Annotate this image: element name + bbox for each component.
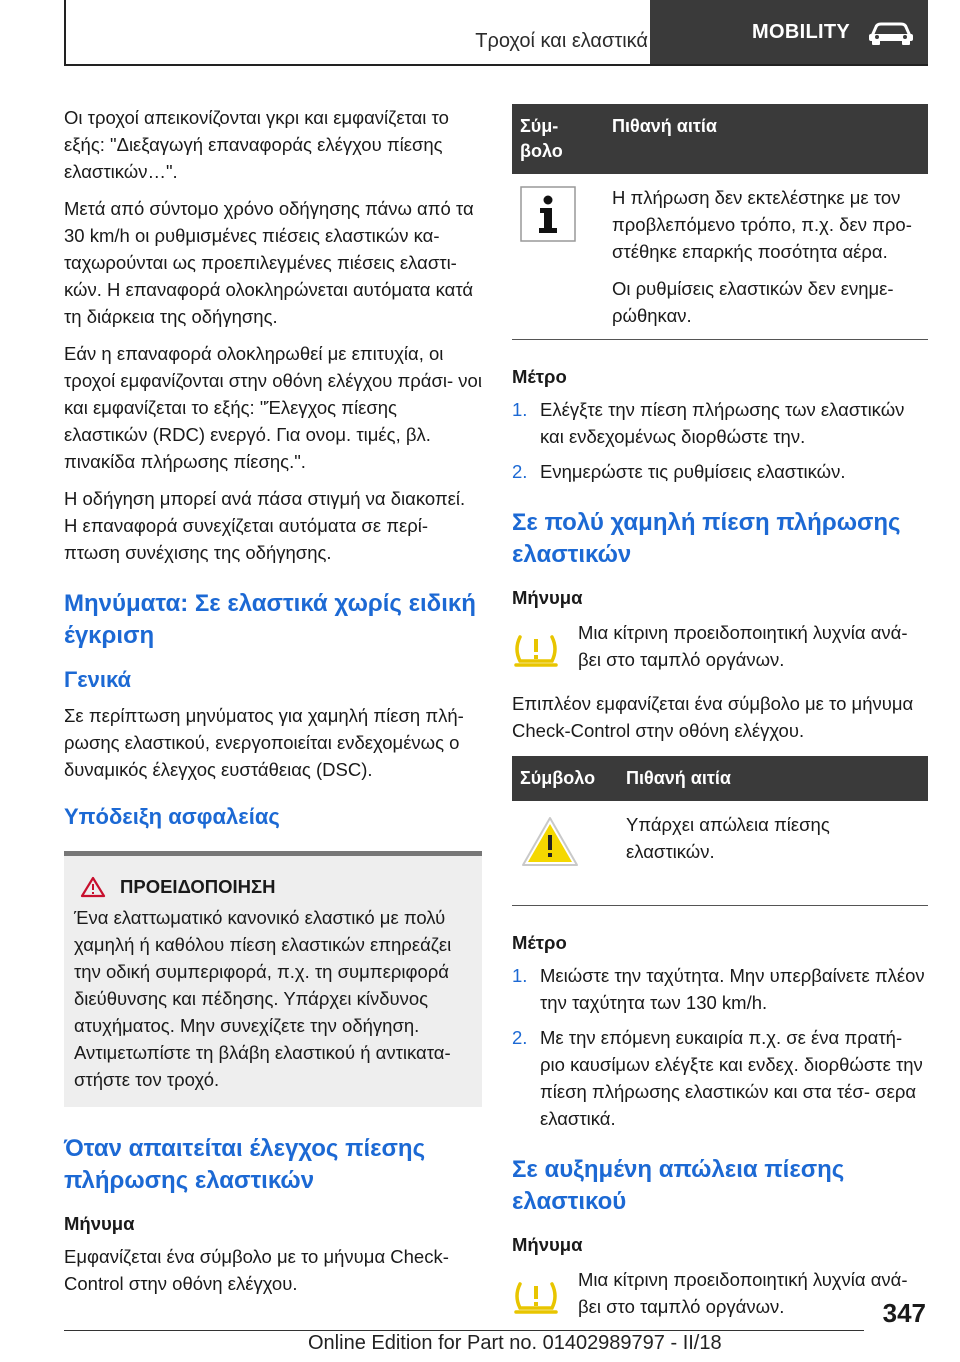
warning-triangle-icon	[520, 815, 580, 869]
paragraph: Μετά από σύντομο χρόνο οδήγησης πάνω από τα 30 km/h οι ρυθμισμένες πιέσεις ελαστικών κα‐ ταχωρούνται ως προεπιλεγμένες πιέσεις ελαστι‐ κών. Η επαναφορά ολοκληρώνεται αυτόματα κατά τη διάρκεια της οδήγησης.	[64, 198, 474, 327]
section-title: Τροχοί και ελαστικά	[475, 30, 648, 52]
paragraph: Επιπλέον εμφανίζεται ένα σύμβολο με το μήνυμα Check-Control στην οθόνη ελέγχου.	[512, 693, 914, 741]
list-item: 2. Με την επόμενη ευκαιρία π.χ. σε ένα πρατή‐ ριο καυσίμων ελέγξτε και ενδεχ. διορθώστε την πίεση πλήρωσης ελαστικών και στα τέσ‐ σερα ελαστικά.	[512, 1024, 928, 1132]
tire-pressure-warning-icon	[512, 631, 560, 671]
section-heading-increased: Σε αυξημένη απώλεια πίεσης ελαστικού	[512, 1156, 845, 1215]
right-column	[512, 104, 928, 1337]
table-header-row	[512, 756, 928, 801]
warning-text: Ένα ελαττωματικό κανονικό ελαστικό με πολύ χαμηλή ή καθόλου πίεση ελαστικών επηρεάζει την οδική συμπεριφορά, π.χ. τη συμπεριφορά διεύθυνσης και πέδησης. Υπάρχει κίνδυνος ατυχήματος. Μην συνεχίζετε την οδήγηση. Αντιμετωπίστε τη βλάβη ελαστικού ή αντικατα‐ στήστε τον τροχό.	[74, 907, 452, 1090]
edition-text: Online Edition for Part no. 01402989797 - II/18	[308, 1332, 722, 1354]
cause-table-2	[512, 756, 928, 906]
page-number: 347	[882, 1298, 926, 1328]
label-measure: Μέτρο	[512, 932, 567, 953]
label-message: Μήνυμα	[512, 1234, 583, 1255]
list-item: 1. Ελέγξτε την πίεση πλήρωσης των ελαστικών και ενδεχομένως διορθώστε την.	[512, 396, 928, 450]
cause-text: Η πλήρωση δεν εκτελέστηκε με τον προβλεπόμενο τρόπο, π.χ. δεν προ‐ στέθηκε επαρκής ποσότητα αέρα.	[612, 187, 912, 262]
warning-title: ΠΡΟΕΙΔΟΠΟΙΗΣΗ	[120, 876, 276, 897]
paragraph: Η οδήγηση μπορεί ανά πάσα στιγμή να διακοπεί. Η επαναφορά συνεχίζεται αυτόματα σε περί‐ πτωση συνέχισης της οδήγησης.	[64, 488, 466, 563]
step-number: 2.	[512, 461, 528, 482]
step-number: 2.	[512, 1027, 528, 1048]
measure-list	[512, 396, 928, 485]
subheading-safety: Υπόδειξη ασφαλείας	[64, 804, 280, 829]
subheading-general: Γενικά	[64, 667, 132, 692]
label-measure: Μέτρο	[512, 366, 567, 387]
col-cause: Πιθανή αιτία	[618, 756, 928, 801]
paragraph: Εάν η επαναφορά ολοκληρωθεί με επιτυχία, οι τροχοί εμφανίζονται στην οθόνη ελέγχου πράσι‐ νοι και εμφανίζεται το εξής: "Έλεγχος πίεσης ελαστικών (RDC) ενεργό. Για ονομ. τιμές, βλ. πινακίδα πλήρωσης πίεσης.".	[64, 343, 482, 472]
label-message: Μήνυμα	[64, 1213, 135, 1234]
cause-table	[512, 104, 928, 340]
section-heading-messages: Μηνύματα: Σε ελαστικά χωρίς ειδική έγκριση	[64, 590, 476, 649]
info-icon	[520, 186, 576, 242]
warning-triangle-icon	[80, 876, 106, 898]
message-text: Μια κίτρινη προειδοποιητική λυχνία ανά‐ βει στο ταμπλό οργάνων.	[578, 622, 908, 670]
mobility-tab	[650, 0, 928, 64]
footer-rule	[64, 1330, 864, 1331]
col-cause: Πιθανή αιτία	[604, 104, 928, 174]
list-item: 1. Μειώστε την ταχύτητα. Μην υπερβαίνετε πλέον την ταχύτητα των 130 km/h.	[512, 962, 928, 1016]
paragraph: Οι τροχοί απεικονίζονται γκρι και εμφανίζεται το εξής: "Διεξαγωγή επαναφοράς ελέγχου πίεσης ελαστικών…".	[64, 107, 449, 182]
message-row	[512, 1266, 928, 1323]
measure-list	[512, 962, 928, 1132]
col-symbol: Σύμβολο	[512, 756, 618, 801]
paragraph: Σε περίπτωση μηνύματος για χαμηλή πίεση πλή‐ ρωσης ελαστικού, ενεργοποιείται ενδεχομένως ο δυναμικός έλεγχος ευστάθειας (DSC).	[64, 705, 464, 780]
section-heading-check: Όταν απαιτείται έλεγχος πίεσης πλήρωσης ελαστικών	[64, 1135, 426, 1194]
step-number: 1.	[512, 965, 528, 986]
message-text: Μια κίτρινη προειδοποιητική λυχνία ανά‐ βει στο ταμπλό οργάνων.	[578, 1269, 908, 1317]
col-symbol: Σύμ‐ βολο	[512, 104, 604, 174]
paragraph: Εμφανίζεται ένα σύμβολο με το μήνυμα Check-Control στην οθόνη ελέγχου.	[64, 1246, 449, 1294]
section-heading-very-low: Σε πολύ χαμηλή πίεση πλήρωσης ελαστικών	[512, 509, 901, 568]
step-number: 1.	[512, 399, 528, 420]
table-row	[512, 801, 928, 906]
list-item: 2. Ενημερώστε τις ρυθμίσεις ελαστικών.	[512, 458, 928, 485]
mobility-tab-label: MOBILITY	[752, 20, 850, 43]
table-row	[512, 174, 928, 340]
cause-text: Οι ρυθμίσεις ελαστικών δεν ενημε‐ ρώθηκαν.	[612, 278, 894, 326]
table-header-row	[512, 104, 928, 174]
cause-text: Υπάρχει απώλεια πίεσης ελαστικών.	[626, 814, 830, 862]
car-icon	[866, 18, 916, 46]
tire-pressure-warning-icon	[512, 1278, 560, 1318]
header-rule	[64, 64, 928, 66]
left-column	[64, 104, 482, 1307]
header-left-rule	[64, 0, 66, 64]
warning-header	[74, 876, 468, 898]
warning-box	[64, 851, 482, 1107]
message-row	[512, 619, 928, 676]
label-message: Μήνυμα	[512, 587, 583, 608]
